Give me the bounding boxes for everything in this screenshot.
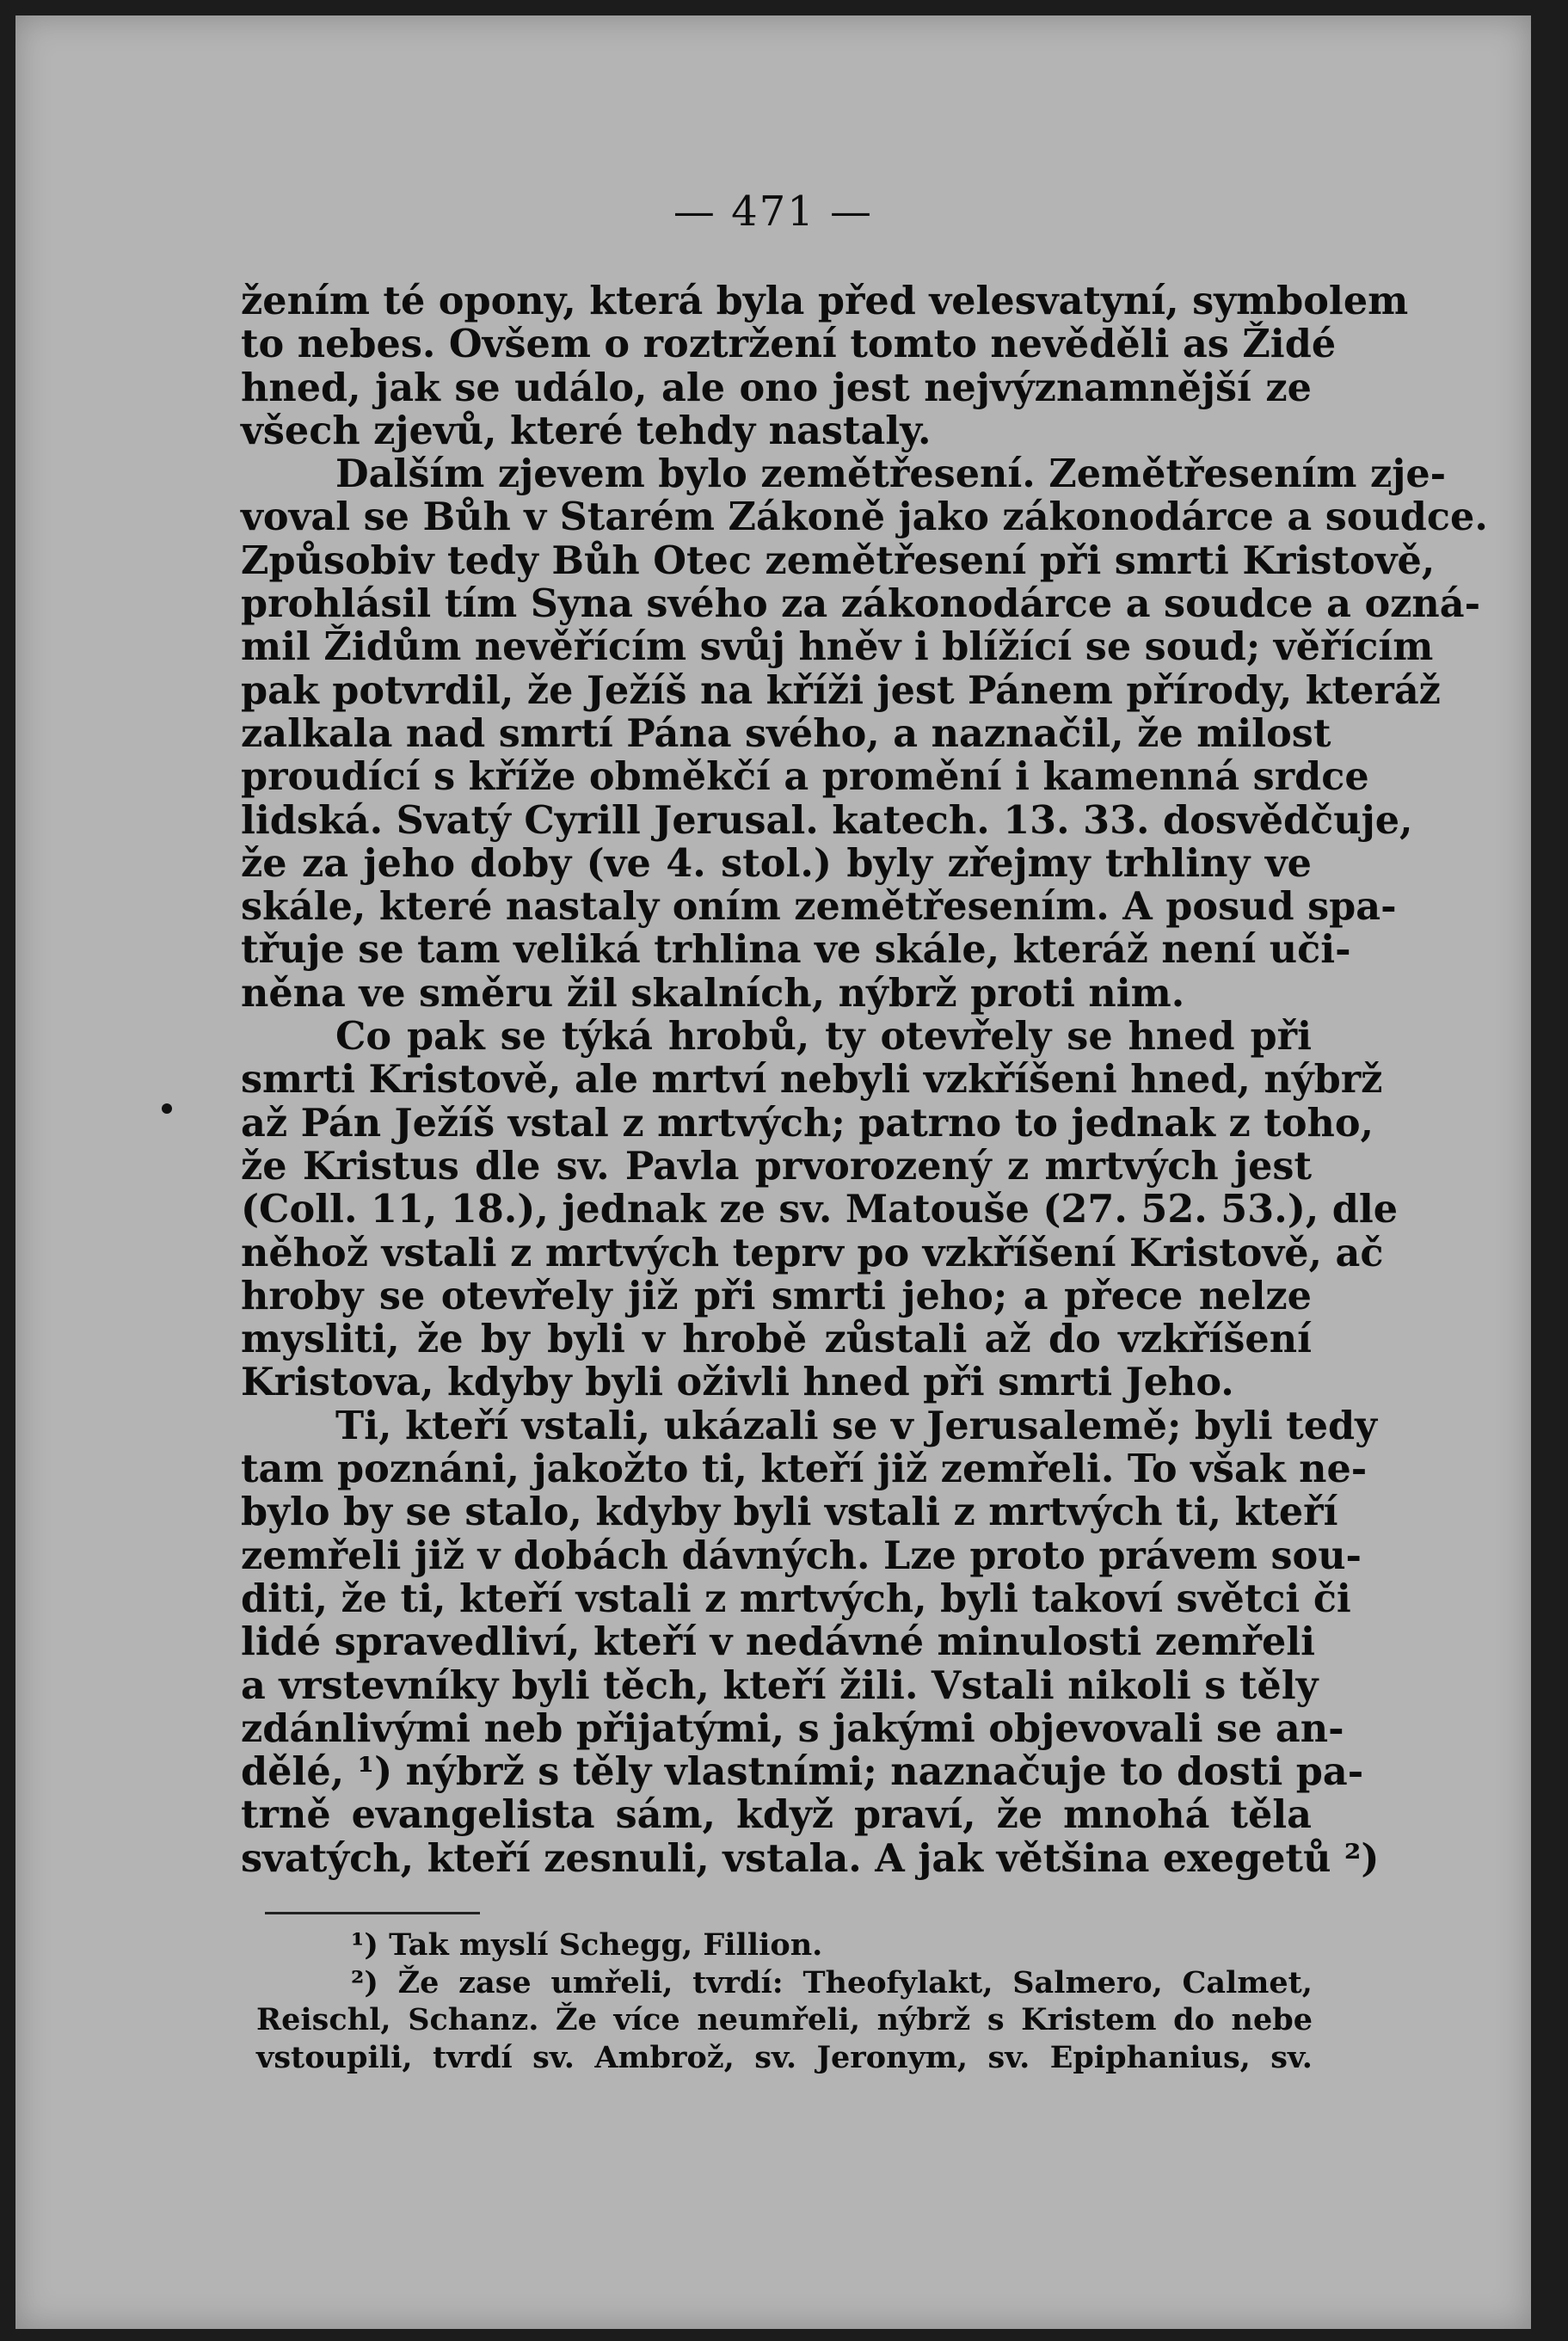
body-line: svatých, kteří zesnuli, vstala. A jak většina exegetů ²) [241,1835,1380,1881]
footnote-line: ¹) Tak myslí Schegg, Fillion. [351,1927,823,1963]
body-line: bylo by se stalo, kdyby byli vstali z mrtvých ti, kteří [241,1490,1338,1535]
body-line: Dalším zjevem bylo zemětřesení. Zemětřesením zje- [335,452,1447,497]
body-line: to nebes. Ovšem o roztržení tomto nevěděli as Židé [241,322,1337,367]
body-line: třuje se tam veliká trhlina ve skále, kteráž není uči- [241,927,1351,973]
footnote-line: ²) Že zase umřeli, tvrdí: Theofylakt, Salmero, Calmet, [351,1964,1313,2000]
body-line: smrti Kristově, ale mrtví nebyli vzkříšeni hned, nýbrž [241,1057,1383,1103]
body-line: lidé spravedliví, kteří v nedávné minulosti zemřeli [241,1619,1316,1665]
footnote-separator [265,1912,480,1914]
body-line: Způsobiv tedy Bůh Otec zemětřesení při smrti Kristově, [241,538,1436,583]
body-line: proudící s kříže obměkčí a promění i kamenná srdce [241,754,1369,800]
margin-mark [162,1103,172,1114]
body-line: lidská. Svatý Cyrill Jerusal. katech. 13. 33. dosvědčuje, [241,797,1413,843]
body-line: pak potvrdil, že Ježíš na kříži jest Pánem přírody, kteráž [241,667,1441,713]
body-line: zalkala nad smrtí Pána svého, a naznačil, že milost [241,710,1331,756]
scanned-page [15,15,1531,2329]
body-line: hned, jak se událo, ale ono jest nejvýznamnější ze [241,365,1312,410]
body-line: Co pak se týká hrobů, ty otevřely se hned při [335,1014,1312,1060]
body-line: Ti, kteří vstali, ukázali se v Jerusalemě; byli tedy [335,1403,1377,1448]
body-line: tam poznáni, jakožto ti, kteří již zemřeli. To však ne- [241,1447,1368,1492]
page-number: — 471 — [673,187,874,236]
body-line: že Kristus dle sv. Pavla prvorozený z mrtvých jest [241,1143,1312,1189]
body-line: že za jeho doby (ve 4. stol.) byly zřejmy trhliny ve [241,840,1312,886]
body-line: něhož vstali z mrtvých teprv po vzkříšení Kristově, ač [241,1230,1384,1275]
body-line: dělé, ¹) nýbrž s těly vlastními; naznačuje to dosti pa- [241,1749,1364,1795]
body-line: žením té opony, která byla před velesvatyní, symbolem [241,279,1409,323]
body-line: skále, které nastaly oním zemětřesením. A posud spa- [241,884,1397,930]
body-text [241,279,1488,1881]
body-line: mil Židům nevěřícím svůj hněv i blížící se soud; věřícím [241,624,1434,670]
body-line: všech zjevů, které tehdy nastaly. [241,408,932,453]
body-line: a vrstevníky byli těch, kteří žili. Vstali nikoli s těly [241,1662,1319,1708]
body-line: Kristova, kdyby byli oživli hned při smrti Jeho. [241,1360,1234,1405]
body-line: prohlásil tím Syna svého za zákonodárce a soudce a ozná- [241,581,1481,627]
footnote-line: Reischl, Schanz. Že více neumřeli, nýbrž s Kristem do nebe [256,2002,1313,2037]
footnote-line: vstoupili, tvrdí sv. Ambrož, sv. Jeronym, sv. Epiphanius, sv. [256,2039,1313,2075]
body-line: diti, že ti, kteří vstali z mrtvých, byli takoví světci či [241,1576,1351,1621]
body-line: hroby se otevřely již při smrti jeho; a přece nelze [241,1273,1312,1318]
body-line: zemřeli již v dobách dávných. Lze proto právem sou- [241,1533,1362,1578]
body-line: něna ve směru žil skalních, nýbrž proti nim. [241,970,1185,1016]
body-line: (Coll. 11, 18.), jednak ze sv. Matouše (27. 52. 53.), dle [241,1187,1399,1232]
body-line: trně evangelista sám, když praví, že mnohá těla [241,1792,1312,1838]
body-line: až Pán Ježíš vstal z mrtvých; patrno to jednak z toho, [241,1100,1374,1146]
body-line: mysliti, že by byli v hrobě zůstali až do vzkříšení [241,1317,1312,1362]
footnotes [256,1926,1313,2076]
body-line: zdánlivými neb přijatými, s jakými objevovali se an- [241,1705,1344,1751]
body-line: voval se Bůh v Starém Zákoně jako zákonodárce a soudce. [241,495,1488,540]
